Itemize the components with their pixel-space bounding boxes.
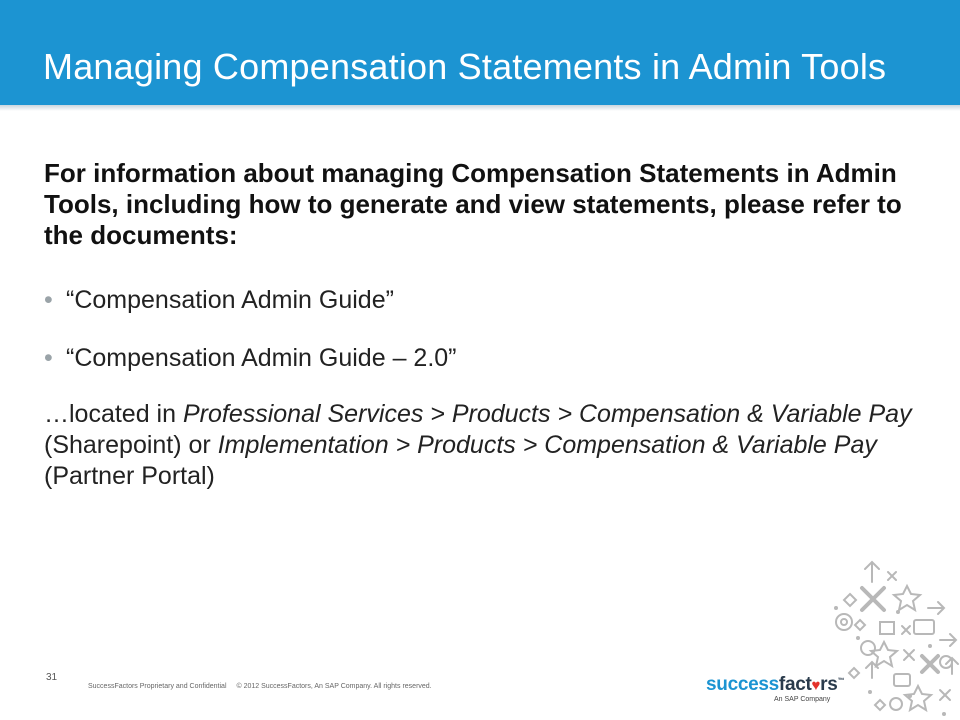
footer-copyright: © 2012 SuccessFactors, An SAP Company. All rights reserved. (236, 683, 432, 690)
location-path-sharepoint: Professional Services > Products > Compensation & Variable Pay (182, 400, 912, 428)
heart-icon: ♥ (811, 677, 821, 694)
bullet-dot: • (44, 286, 53, 314)
logo-tagline: An SAP Company (774, 696, 831, 703)
location-mid: (Sharepoint) or (44, 431, 218, 459)
decorative-symbols-pattern (810, 550, 960, 720)
page-number: 31 (46, 672, 58, 683)
location-paragraph (44, 399, 924, 492)
bullet-label: “Compensation Admin Guide” (66, 286, 394, 314)
bullet-item (44, 286, 394, 315)
location-path-partner: Implementation > Products > Compensation & Variable Pay (217, 431, 877, 459)
bullet-dot: • (44, 344, 53, 372)
slide-title: Managing Compensation Statements in Admin Tools (43, 46, 887, 87)
footer-legal (88, 683, 440, 690)
location-suffix: (Partner Portal) (44, 462, 215, 490)
bullet-label: “Compensation Admin Guide – 2.0” (66, 344, 457, 372)
logo-wordmark: successfact♥rs™ (706, 674, 845, 695)
lead-paragraph: For information about managing Compensation Statements in Admin Tools, including how to generate and view statements, please refer to the documents: (44, 158, 902, 250)
bullet-item (44, 344, 457, 373)
location-prefix: …located in (44, 400, 183, 428)
title-bar-shadow (0, 105, 960, 111)
footer-confidential: SuccessFactors Proprietary and Confidential (88, 683, 227, 690)
